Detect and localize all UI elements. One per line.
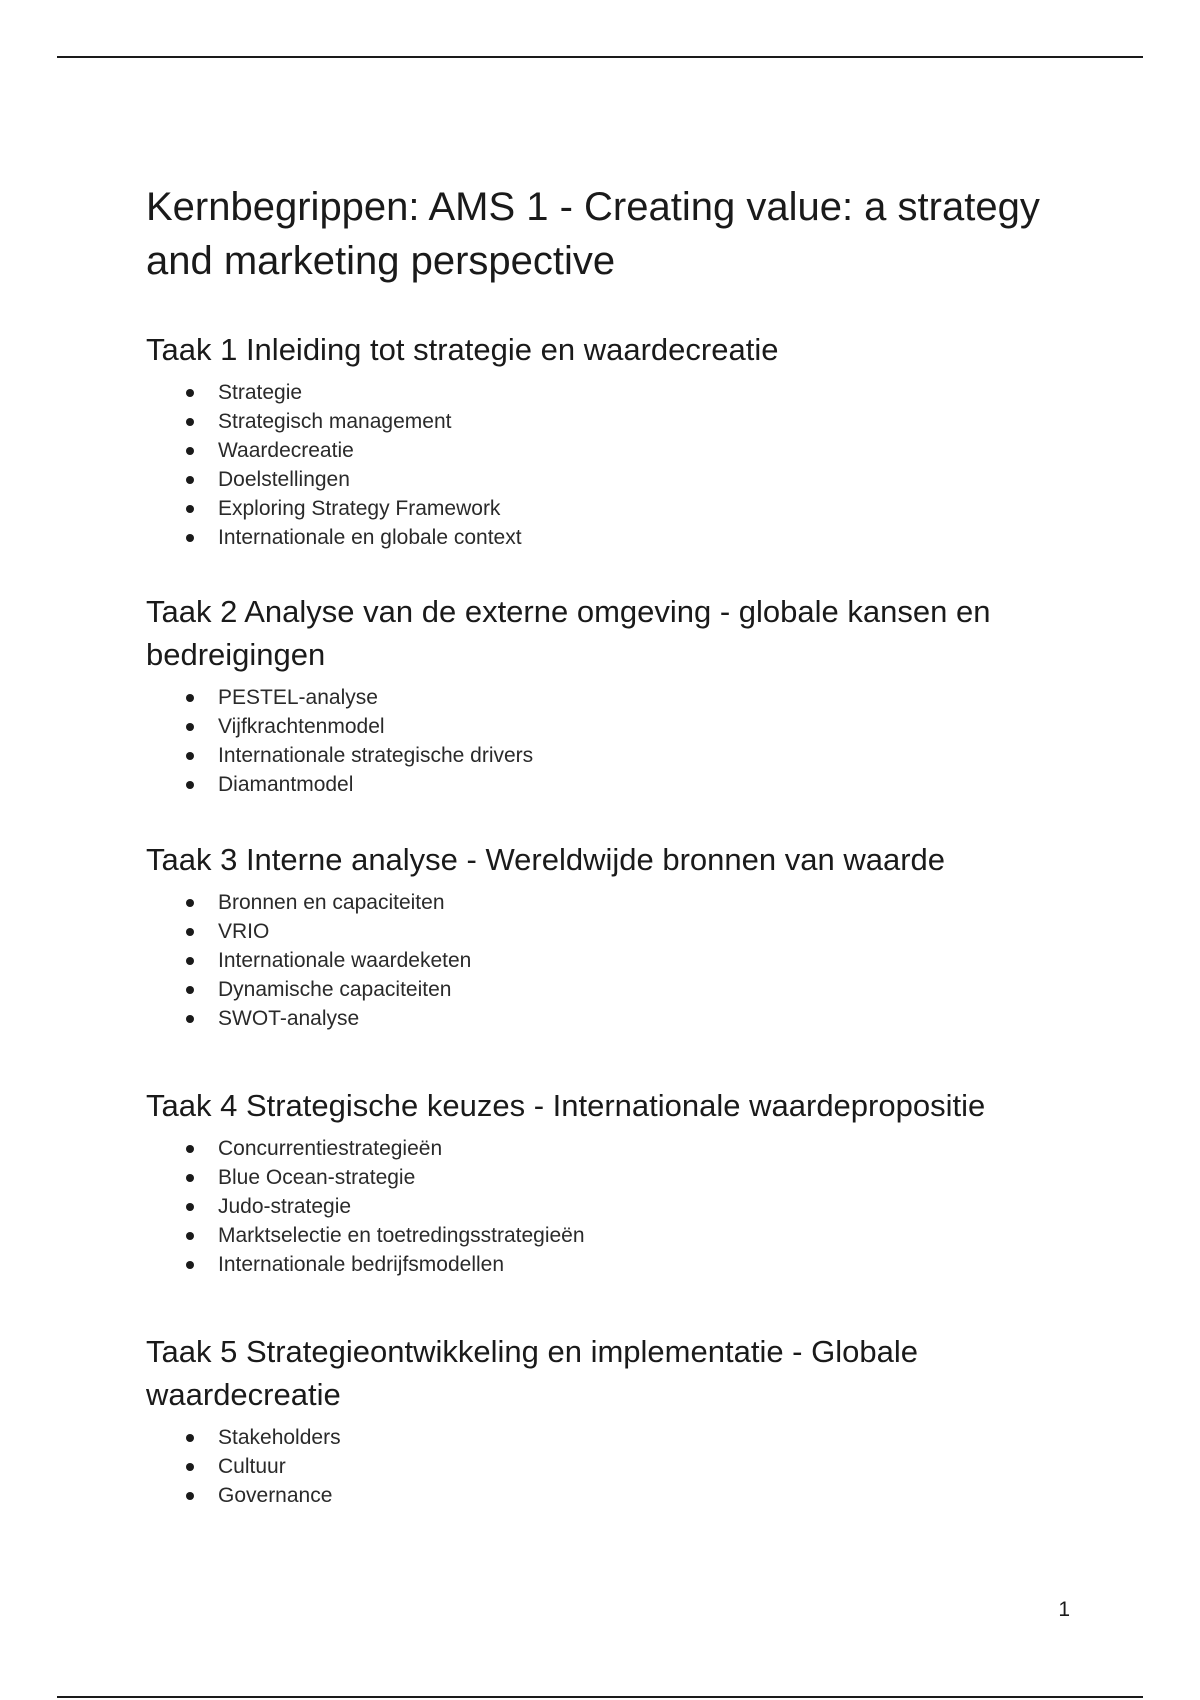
page-bottom-rule xyxy=(57,1696,1143,1698)
section-spacer xyxy=(146,1033,1076,1084)
list-item-text: Marktselectie en toetredingsstrategieën xyxy=(218,1224,585,1247)
list-item-text: Blue Ocean-strategie xyxy=(218,1166,416,1189)
bullet-icon xyxy=(186,476,194,484)
bullet-icon xyxy=(186,418,194,426)
list-item xyxy=(186,465,1076,494)
section-spacer xyxy=(146,1279,1076,1330)
bullet-icon xyxy=(186,1174,194,1182)
section-taak-4 xyxy=(146,1084,1076,1279)
list-item xyxy=(186,1192,1076,1221)
list-item-text: Internationale strategische drivers xyxy=(218,744,534,767)
section-heading: Taak 3 Interne analyse - Wereldwijde bronnen van waarde xyxy=(146,842,946,877)
list-item xyxy=(186,888,1076,917)
section-heading: Taak 2 Analyse van de externe omgeving - globale kansen en bedreigingen xyxy=(146,594,991,672)
list-item-text: Strategie xyxy=(218,381,303,404)
section-taak-5 xyxy=(146,1330,1076,1510)
concept-list xyxy=(146,1134,1076,1279)
list-item xyxy=(186,523,1076,552)
bullet-icon xyxy=(186,1203,194,1211)
bullet-icon xyxy=(186,1434,194,1442)
bullet-icon xyxy=(186,694,194,702)
list-item xyxy=(186,1134,1076,1163)
list-item xyxy=(186,436,1076,465)
list-item xyxy=(186,494,1076,523)
list-item-text: Stakeholders xyxy=(218,1426,341,1449)
list-item-text: Judo-strategie xyxy=(218,1195,352,1218)
list-item-text: Internationale bedrijfsmodellen xyxy=(218,1253,505,1276)
list-item-text: SWOT-analyse xyxy=(218,1007,360,1030)
section-spacer xyxy=(146,799,1076,838)
page-top-rule xyxy=(57,56,1143,58)
bullet-icon xyxy=(186,1261,194,1269)
list-item xyxy=(186,946,1076,975)
bullet-icon xyxy=(186,752,194,760)
list-item-text: Dynamische capaciteiten xyxy=(218,978,452,1001)
list-item xyxy=(186,683,1076,712)
concept-list xyxy=(146,683,1076,799)
list-item-text: VRIO xyxy=(218,920,270,943)
bullet-icon xyxy=(186,389,194,397)
concept-list xyxy=(146,378,1076,552)
list-item-text: Concurrentiestrategieën xyxy=(218,1137,443,1160)
list-item xyxy=(186,1250,1076,1279)
list-item-text: Strategisch management xyxy=(218,410,452,433)
list-item xyxy=(186,1163,1076,1192)
bullet-icon xyxy=(186,957,194,965)
bullet-icon xyxy=(186,1015,194,1023)
list-item xyxy=(186,917,1076,946)
bullet-icon xyxy=(186,505,194,513)
bullet-icon xyxy=(186,781,194,789)
list-item xyxy=(186,1481,1076,1510)
section-taak-3 xyxy=(146,838,1076,1033)
document-body xyxy=(146,180,1076,1510)
list-item-text: Internationale waardeketen xyxy=(218,949,472,972)
bullet-icon xyxy=(186,1492,194,1500)
list-item xyxy=(186,770,1076,799)
list-item xyxy=(186,1221,1076,1250)
list-item xyxy=(186,378,1076,407)
list-item-text: Bronnen en capaciteiten xyxy=(218,891,445,914)
list-item xyxy=(186,975,1076,1004)
bullet-icon xyxy=(186,723,194,731)
bullet-icon xyxy=(186,1463,194,1471)
section-heading: Taak 1 Inleiding tot strategie en waardecreatie xyxy=(146,332,779,367)
list-item xyxy=(186,712,1076,741)
list-item-text: Exploring Strategy Framework xyxy=(218,497,501,520)
list-item-text: Doelstellingen xyxy=(218,468,350,491)
section-taak-1 xyxy=(146,328,1076,552)
section-heading: Taak 5 Strategieontwikkeling en implementatie - Globale waardecreatie xyxy=(146,1334,918,1412)
bullet-icon xyxy=(186,986,194,994)
list-item-text: PESTEL-analyse xyxy=(218,686,378,709)
concept-list xyxy=(146,1423,1076,1510)
list-item xyxy=(186,1452,1076,1481)
bullet-icon xyxy=(186,1232,194,1240)
list-item xyxy=(186,1004,1076,1033)
bullet-icon xyxy=(186,899,194,907)
section-spacer xyxy=(146,552,1076,590)
list-item-text: Governance xyxy=(218,1484,333,1507)
bullet-icon xyxy=(186,534,194,542)
list-item xyxy=(186,1423,1076,1452)
bullet-icon xyxy=(186,928,194,936)
list-item xyxy=(186,741,1076,770)
list-item-text: Cultuur xyxy=(218,1455,286,1478)
section-taak-2 xyxy=(146,590,1076,799)
section-heading: Taak 4 Strategische keuzes - Internationale waardepropositie xyxy=(146,1088,986,1123)
page-number: 1 xyxy=(1058,1598,1070,1621)
concept-list xyxy=(146,888,1076,1033)
list-item-text: Vijfkrachtenmodel xyxy=(218,715,385,738)
document-title: Kernbegrippen: AMS 1 - Creating value: a strategy and marketing perspective xyxy=(146,185,1040,283)
list-item-text: Waardecreatie xyxy=(218,439,354,462)
list-item-text: Diamantmodel xyxy=(218,773,354,796)
bullet-icon xyxy=(186,447,194,455)
list-item-text: Internationale en globale context xyxy=(218,526,522,549)
bullet-icon xyxy=(186,1145,194,1153)
list-item xyxy=(186,407,1076,436)
